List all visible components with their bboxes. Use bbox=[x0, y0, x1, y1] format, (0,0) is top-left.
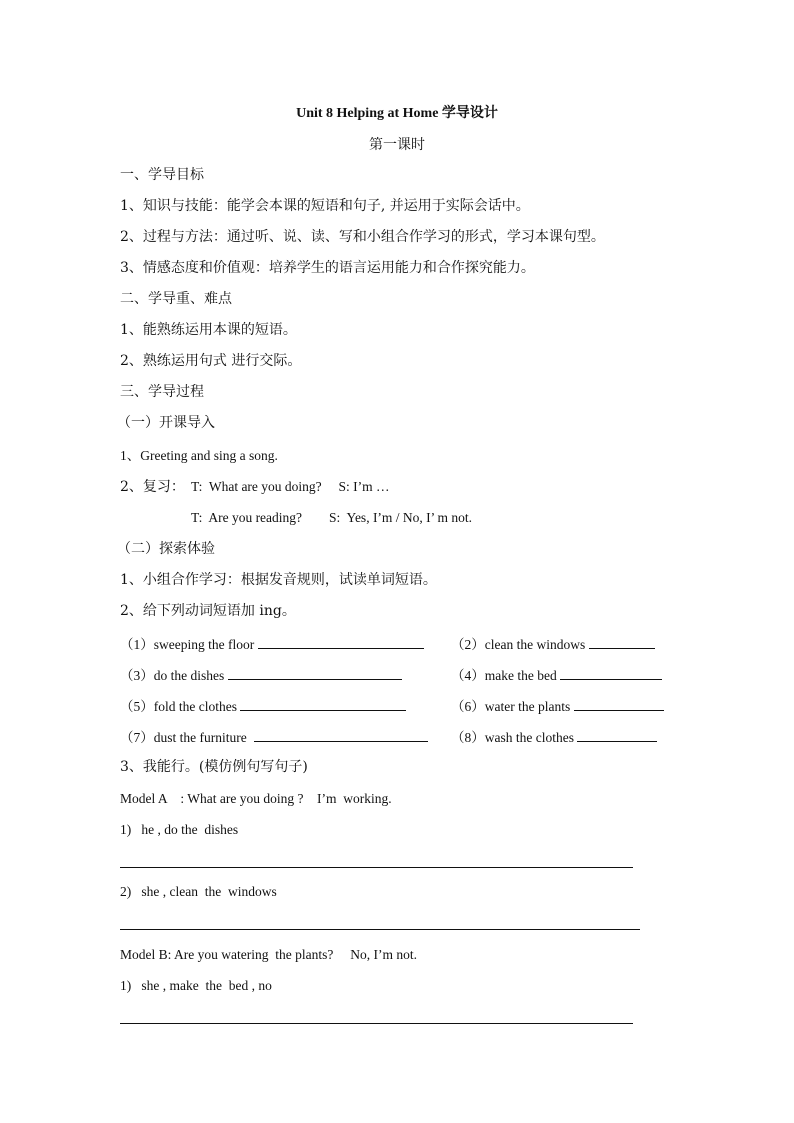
part1-heading: （一）开课导入 bbox=[117, 415, 215, 431]
model-b-question-1: 1) she , make the bed , no bbox=[120, 978, 272, 993]
answer-blank[interactable] bbox=[589, 634, 655, 649]
review-dialogue-2: T: Are you reading? S: Yes, I’m / No, I’ m not. bbox=[191, 510, 473, 525]
objective-1: 1、知识与技能：能学会本课的短语和句子, 并运用于实际会话中。 bbox=[120, 198, 530, 214]
page-title: Unit 8 Helping at Home 学导设计 bbox=[296, 106, 498, 121]
phrase-label: （2）clean the windows bbox=[451, 637, 586, 652]
lesson-subtitle: 第一课时 bbox=[369, 137, 425, 153]
step-group-reading: 1、小组合作学习：根据发音规则，试读单词短语。 bbox=[120, 572, 437, 588]
phrase-item bbox=[120, 696, 406, 716]
answer-blank[interactable] bbox=[560, 665, 662, 680]
phrase-item bbox=[451, 634, 655, 654]
phrase-item bbox=[120, 665, 402, 685]
answer-line[interactable] bbox=[120, 929, 640, 930]
section1-heading: 一、学导目标 bbox=[120, 167, 204, 183]
model-a-question-1: 1) he , do the dishes bbox=[120, 822, 239, 837]
phrase-item bbox=[451, 696, 664, 716]
keypoint-1: 1、能熟练运用本课的短语。 bbox=[120, 322, 297, 338]
step-review-label: 2、复习： bbox=[120, 479, 185, 495]
phrase-label: （6）water the plants bbox=[451, 699, 571, 714]
answer-line[interactable] bbox=[120, 1023, 633, 1024]
part2-heading: （二）探索体验 bbox=[117, 541, 215, 557]
answer-blank[interactable] bbox=[258, 634, 424, 649]
step-greeting: 1、Greeting and sing a song. bbox=[120, 448, 278, 463]
phrase-label: （7）dust the furniture bbox=[120, 730, 247, 745]
answer-blank[interactable] bbox=[577, 727, 657, 742]
model-a-question-2: 2) she , clean the windows bbox=[120, 884, 277, 899]
section3-heading: 三、学导过程 bbox=[120, 384, 204, 400]
answer-blank[interactable] bbox=[228, 665, 402, 680]
objective-2: 2、过程与方法：通过听、说、读、写和小组合作学习的形式，学习本课句型。 bbox=[120, 229, 605, 245]
phrase-label: （1）sweeping the floor bbox=[120, 637, 255, 652]
keypoint-2: 2、熟练运用句式 进行交际。 bbox=[120, 353, 302, 369]
step-add-ing: 2、给下列动词短语加 ing。 bbox=[120, 603, 296, 619]
phrase-label: （4）make the bed bbox=[451, 668, 557, 683]
phrase-item bbox=[120, 727, 428, 747]
answer-blank[interactable] bbox=[240, 696, 406, 711]
model-a: Model A : What are you doing ? I’m working. bbox=[120, 791, 392, 806]
phrase-item bbox=[120, 634, 424, 654]
objective-3: 3、情感态度和价值观：培养学生的语言运用能力和合作探究能力。 bbox=[120, 260, 535, 276]
review-dialogue-1: T: What are you doing? S: I’m … bbox=[191, 479, 390, 494]
phrase-label: （8）wash the clothes bbox=[451, 730, 574, 745]
answer-blank[interactable] bbox=[574, 696, 664, 711]
section2-heading: 二、学导重、难点 bbox=[120, 291, 232, 307]
phrase-label: （5）fold the clothes bbox=[120, 699, 237, 714]
answer-line[interactable] bbox=[120, 867, 633, 868]
model-b: Model B: Are you watering the plants? No, I’m not. bbox=[120, 947, 417, 962]
phrase-item bbox=[451, 727, 657, 747]
phrase-label: （3）do the dishes bbox=[120, 668, 225, 683]
answer-blank[interactable] bbox=[254, 727, 428, 742]
phrase-item bbox=[451, 665, 662, 685]
step-i-can: 3、我能行。(模仿例句写句子) bbox=[120, 759, 308, 775]
